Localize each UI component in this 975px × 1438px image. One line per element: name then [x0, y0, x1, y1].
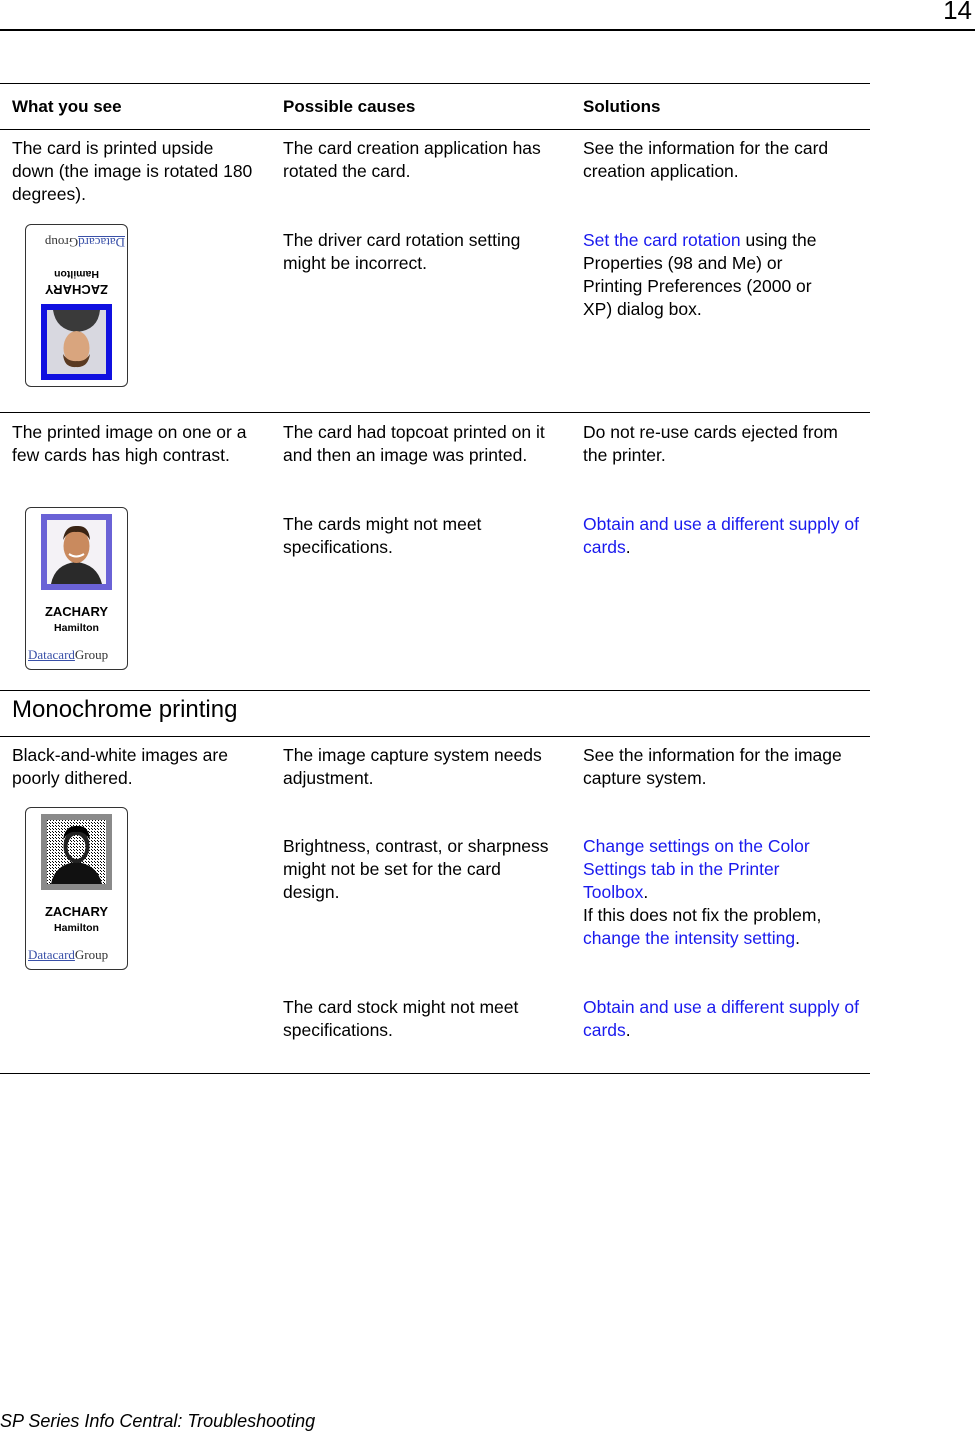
table-top-rule — [0, 83, 870, 84]
row2-solution1: Do not re-use cards ejected from the printer. — [583, 422, 838, 465]
card-logo: DatacardGroup — [28, 647, 109, 662]
row2-see: The printed image on one or a few cards has high contrast. — [12, 422, 247, 465]
row2-solution2-text: . — [625, 537, 631, 557]
card-photo — [41, 814, 112, 890]
header-solutions: Solutions — [583, 97, 661, 116]
card-logo: DatacardGroup — [44, 235, 125, 250]
card-logo: DatacardGroup — [28, 947, 109, 962]
top-rule — [0, 29, 975, 31]
portrait-image — [47, 310, 106, 374]
header-rule — [0, 129, 870, 130]
row2-cause2: The cards might not meet specifications. — [283, 514, 482, 557]
card-first-name: ZACHARY — [44, 904, 109, 919]
table-bottom-rule — [0, 1073, 870, 1074]
row1-solution2 — [583, 229, 843, 321]
card-last-name: Hamilton — [54, 622, 99, 634]
section-title-monochrome: Monochrome printing — [12, 696, 238, 723]
page-number: 14 — [943, 0, 972, 25]
portrait-image — [47, 820, 106, 884]
obtain-cards-link[interactable]: Obtain and use a different supply of cards — [583, 514, 859, 557]
row1-solution2-text: using the Properties (98 and Me) or Printing Preferences (2000 or XP) dialog box. — [583, 230, 817, 319]
section-rule — [0, 736, 870, 737]
row1-cause1: The card creation application has rotated the card. — [283, 138, 541, 181]
mono-see: Black-and-white images are poorly dithered. — [12, 745, 228, 788]
card-photo — [41, 514, 112, 590]
row1-cause2: The driver card rotation setting might be incorrect. — [283, 230, 521, 273]
color-settings-link[interactable]: Change settings on the Color Settings tab in the Printer Toolbox — [583, 836, 810, 902]
card-image-dithered — [25, 807, 128, 970]
portrait-image — [47, 520, 106, 584]
mono-cause3: The card stock might not meet specifications. — [283, 997, 519, 1040]
mono-solution1: See the information for the image capture system. — [583, 745, 842, 788]
card-image-high-contrast — [25, 507, 128, 670]
mono-solution2: Change settings on the Color Settings tab in the Printer Toolbox. If this does not fix the problem, change the intensity setting. — [583, 836, 822, 948]
footer: SP Series Info Central: Troubleshooting — [0, 1411, 316, 1431]
intensity-setting-link[interactable]: change the intensity setting — [583, 928, 796, 948]
row1-solution1: See the information for the card creation application. — [583, 138, 829, 181]
card-first-name: ZACHARY — [44, 604, 109, 619]
mono-solution3: Obtain and use a different supply of cards. — [583, 997, 859, 1040]
row1-rule — [0, 412, 870, 413]
card-first-name: ZACHARY — [44, 282, 109, 297]
card-last-name: Hamilton — [54, 922, 99, 934]
row2-cause1: The card had topcoat printed on it and then an image was printed. — [283, 422, 545, 465]
obtain-cards-link-2[interactable]: Obtain and use a different supply of cards — [583, 997, 859, 1040]
mono-cause1: The image capture system needs adjustment. — [283, 745, 542, 788]
mono-cause2: Brightness, contrast, or sharpness might not be set for the card design. — [283, 836, 549, 902]
header-what-you-see: What you see — [12, 97, 122, 116]
set-card-rotation-link[interactable]: Set the card rotation — [583, 230, 741, 250]
card-photo — [41, 304, 112, 380]
card-last-name: Hamilton — [54, 268, 99, 280]
card-image-upside-down — [25, 224, 128, 387]
row2-rule — [0, 690, 870, 691]
header-possible-causes: Possible causes — [283, 97, 416, 116]
row1-see: The card is printed upside down (the image is rotated 180 degrees). — [12, 138, 253, 204]
row2-solution2 — [583, 513, 863, 559]
